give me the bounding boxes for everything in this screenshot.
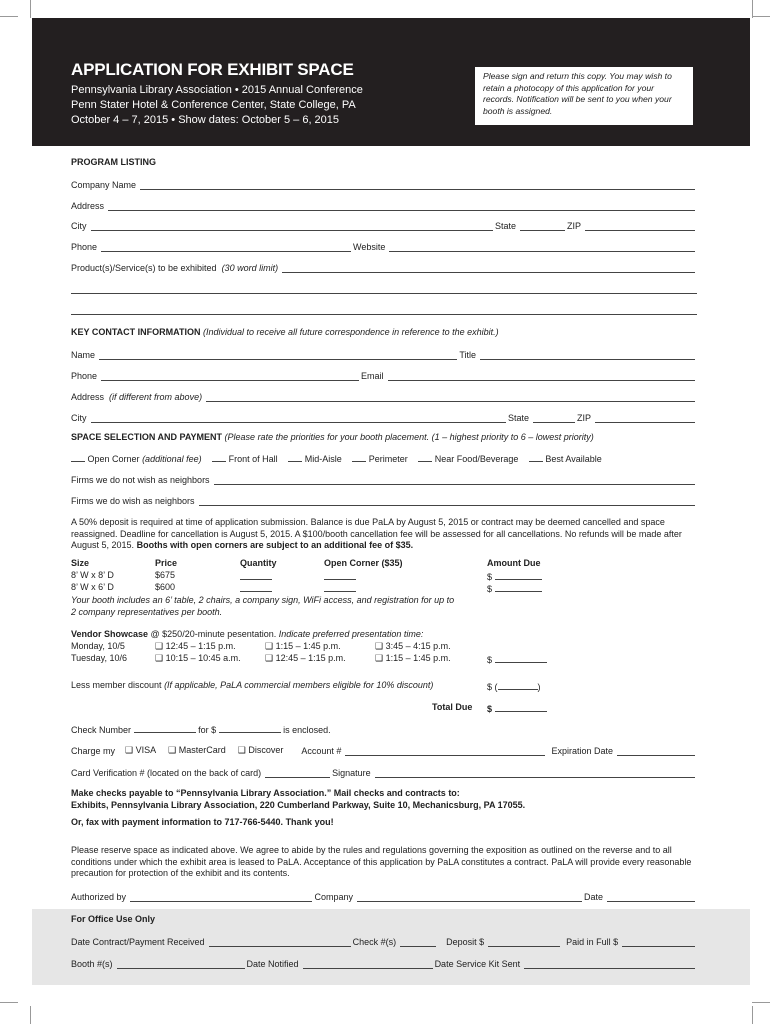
- office-check-label: Check #(s): [352, 937, 397, 947]
- checkbox-icon[interactable]: ❑: [155, 641, 164, 651]
- slot-label: 1:15 – 1:45 p.m.: [385, 653, 451, 663]
- day-tuesday: Tuesday, 10/6: [71, 653, 128, 663]
- option-front: Front of Hall: [228, 454, 278, 464]
- office-booth-field[interactable]: [117, 959, 245, 969]
- checkbox-icon[interactable]: ❑: [237, 745, 246, 755]
- checkbox-icon[interactable]: ❑: [168, 745, 177, 755]
- crop-mark: [752, 16, 770, 17]
- discount-amount-field[interactable]: [498, 680, 538, 690]
- discount-open: $ (: [487, 682, 498, 692]
- slot-mon-3[interactable]: [375, 641, 451, 652]
- slot-label: 12:45 – 1:15 p.m.: [275, 653, 346, 663]
- contact-email-field[interactable]: [388, 371, 695, 381]
- amount-8x6-field[interactable]: [495, 582, 542, 592]
- phone-field[interactable]: [101, 242, 351, 252]
- cvv-field[interactable]: [265, 768, 330, 778]
- booth-includes: Your booth includes an 6’ table, 2 chairs, a company sign, WiFi access, and registration for up to 2 company representatives per booth.: [71, 595, 455, 617]
- contact-city-label: City: [71, 413, 87, 423]
- day-monday: Monday, 10/5: [71, 641, 125, 651]
- zip-label: ZIP: [566, 221, 581, 231]
- contact-title-field[interactable]: [480, 350, 695, 360]
- contact-city-field[interactable]: [91, 413, 506, 423]
- option-best: Best Available: [545, 454, 602, 464]
- checkbox-icon[interactable]: ❑: [265, 653, 274, 663]
- mastercard-option[interactable]: [158, 745, 228, 756]
- mail-line-3: Or, fax with payment information to 717-766-5440. Thank you!: [71, 817, 334, 827]
- authorized-label: Authorized by: [71, 892, 127, 902]
- amount-8x8: [487, 570, 542, 582]
- form-title: APPLICATION FOR EXHIBIT SPACE: [71, 60, 354, 79]
- city-field[interactable]: [91, 221, 493, 231]
- check-row: [71, 723, 331, 735]
- priority-best-field[interactable]: [529, 452, 543, 462]
- website-label: Website: [353, 242, 386, 252]
- state-label: State: [494, 221, 516, 231]
- contact-state-label: State: [507, 413, 529, 423]
- agreement-text: Please reserve space as indicated above. We agree to abide by the rules and regulations governing the exposition as outlined on the reverse and to all conditions under which the exhibit area is leased to PaLA. Acceptance of this application by PaLA constitutes a contract. PaLA will provide every reasonable precaution for protection of the exhibit and its contents.: [71, 845, 692, 878]
- contact-title-label: Title: [459, 350, 476, 360]
- contact-heading-row: [71, 327, 499, 337]
- priority-front-field[interactable]: [212, 452, 226, 462]
- office-deposit-label: Deposit $: [446, 937, 485, 947]
- deposit-bold: Booths with open corners are subject to an additional fee of $35.: [136, 540, 414, 550]
- priority-mid-field[interactable]: [288, 452, 302, 462]
- crop-mark: [752, 1002, 770, 1003]
- signature-field[interactable]: [375, 768, 695, 778]
- option-open-corner: Open Corner: [87, 454, 140, 464]
- auth-company-label: Company: [314, 892, 353, 902]
- slot-mon-2[interactable]: [265, 641, 341, 652]
- products-label: Product(s)/Service(s) to be exhibited: [71, 263, 217, 273]
- checkbox-icon[interactable]: ❑: [265, 641, 274, 651]
- deposit-paragraph: [71, 517, 699, 552]
- showcase-price: @ $250/20-minute pesentation.: [148, 629, 277, 639]
- auth-date-field[interactable]: [607, 892, 695, 902]
- visa-option[interactable]: [117, 745, 158, 756]
- office-notified-field[interactable]: [303, 959, 433, 969]
- total-label: Total Due: [432, 702, 473, 712]
- discount-amount: [487, 680, 541, 692]
- space-heading-row: [71, 432, 594, 442]
- state-field[interactable]: [520, 221, 565, 231]
- company-field[interactable]: [140, 180, 695, 190]
- address-label: Address: [71, 201, 105, 211]
- check-number-field[interactable]: [134, 723, 196, 733]
- showcase-note: Indicate preferred presentation time:: [278, 629, 424, 639]
- cvv-label: Card Verification # (located on the back of card): [71, 768, 262, 778]
- crop-mark: [0, 16, 18, 17]
- neighbors-label: Firms we do wish as neighbors: [71, 496, 195, 506]
- office-notified-label: Date Notified: [246, 959, 299, 969]
- crop-mark: [0, 1002, 18, 1003]
- option-mid: Mid-Aisle: [304, 454, 342, 464]
- showcase-label: Vendor Showcase: [71, 629, 149, 639]
- phone-label: Phone: [71, 242, 98, 252]
- contact-heading: KEY CONTACT INFORMATION: [71, 327, 201, 337]
- crop-mark: [30, 0, 31, 18]
- office-paid-field[interactable]: [622, 937, 695, 947]
- discount-close: ): [537, 682, 541, 692]
- priority-options: [71, 452, 602, 464]
- program-heading: PROGRAM LISTING: [71, 157, 156, 167]
- auth-date-label: Date: [583, 892, 603, 902]
- size-8x6: 8’ W x 6’ D: [71, 582, 114, 592]
- office-heading: For Office Use Only: [71, 914, 156, 924]
- priority-perimeter-field[interactable]: [352, 452, 366, 462]
- return-note: Please sign and return this copy. You may wish to retain a photocopy of this application for your records. Notification will be sent to you when your booth is assigned.: [474, 66, 694, 126]
- check-enclosed-label: is enclosed.: [283, 725, 331, 735]
- slot-mon-1[interactable]: [155, 641, 236, 652]
- office-booth-label: Booth #(s): [71, 959, 113, 969]
- products-field-line[interactable]: [71, 305, 697, 315]
- checkbox-icon[interactable]: ❑: [375, 641, 384, 651]
- mastercard-label: MasterCard: [178, 745, 226, 755]
- slot-label: 3:45 – 4:15 p.m.: [385, 641, 451, 651]
- slot-tue-2[interactable]: [265, 653, 346, 664]
- slot-label: 10:15 – 10:45 a.m.: [165, 653, 241, 663]
- not-neighbors-label: Firms we do not wish as neighbors: [71, 475, 210, 485]
- dollar-sign: $: [487, 704, 493, 714]
- total-amount: [487, 702, 547, 714]
- charge-label: Charge my: [71, 746, 116, 756]
- products-field-line[interactable]: [71, 284, 697, 294]
- check-amount-field[interactable]: [219, 723, 281, 733]
- priority-food-field[interactable]: [418, 452, 432, 462]
- contact-name-label: Name: [71, 350, 96, 360]
- signature-label: Signature: [332, 768, 371, 778]
- zip-field[interactable]: [585, 221, 695, 231]
- size-8x8: 8’ W x 8’ D: [71, 570, 114, 580]
- discover-label: Discover: [248, 745, 284, 755]
- dollar-sign: $: [487, 584, 493, 594]
- city-label: City: [71, 221, 87, 231]
- space-heading-note: (Please rate the priorities for your booth placement. (1 – highest priority to 6 – lowest priority): [224, 432, 594, 442]
- price-8x8: $675: [155, 570, 176, 580]
- discount-label: Less member discount: [71, 680, 162, 690]
- office-paid-label: Paid in Full $: [566, 937, 619, 947]
- dates-line: October 4 – 7, 2015 • Show dates: October 5 – 6, 2015: [71, 114, 340, 126]
- check-for-label: for $: [198, 725, 217, 735]
- visa-label: VISA: [135, 745, 157, 755]
- contact-name-field[interactable]: [99, 350, 457, 360]
- discover-option[interactable]: [228, 745, 286, 756]
- contact-address-field[interactable]: [206, 392, 695, 402]
- space-heading: SPACE SELECTION AND PAYMENT: [71, 432, 223, 442]
- amount-8x6: [487, 582, 542, 594]
- qty-8x8-field[interactable]: [240, 570, 272, 580]
- corner-8x6-field[interactable]: [324, 582, 356, 592]
- slot-label: 12:45 – 1:15 p.m.: [165, 641, 236, 651]
- option-food: Near Food/Beverage: [434, 454, 519, 464]
- office-deposit-field[interactable]: [488, 937, 560, 947]
- deposit-text: A 50% deposit is required at time of application submission. Balance is due PaLA by August 5, 2015 or contract may be deemed cancelled and space reassigned. Deadline for cancellation is August 5, 2015. A $100/booth cancellation fee will be assessed for all cancellations. No refunds will be made after August 5, 2015.: [71, 517, 682, 550]
- checkbox-icon[interactable]: ❑: [375, 653, 384, 663]
- slot-tue-1[interactable]: [155, 653, 241, 664]
- contact-heading-note: (Individual to receive all future correspondence in reference to the exhibit.): [203, 327, 499, 337]
- col-amount: Amount Due: [487, 558, 541, 568]
- amount-8x8-field[interactable]: [495, 570, 542, 580]
- showcase-amount-field[interactable]: [495, 653, 547, 663]
- col-size: Size: [71, 558, 90, 568]
- company-label: Company Name: [71, 180, 137, 190]
- price-8x6: $600: [155, 582, 176, 592]
- auth-company-field[interactable]: [357, 892, 582, 902]
- contact-zip-field[interactable]: [595, 413, 695, 423]
- website-field[interactable]: [389, 242, 695, 252]
- account-field[interactable]: [345, 746, 545, 756]
- slot-label: 1:15 – 1:45 p.m.: [275, 641, 341, 651]
- showcase-amount: [487, 653, 547, 665]
- account-label: Account #: [301, 746, 342, 756]
- slot-tue-3[interactable]: [375, 653, 451, 664]
- products-note: (30 word limit): [221, 263, 279, 273]
- checkbox-icon[interactable]: ❑: [125, 745, 134, 755]
- checkbox-icon[interactable]: ❑: [155, 653, 164, 663]
- discount-row: [71, 680, 433, 690]
- crop-mark: [30, 1006, 31, 1024]
- discount-note: (If applicable, PaLA commercial members eligible for 10% discount): [164, 680, 434, 690]
- expiration-label: Expiration Date: [551, 746, 613, 756]
- mail-line-1: Make checks payable to “Pennsylvania Library Association.” Mail checks and contracts to:: [71, 788, 460, 798]
- conference-line: Pennsylvania Library Association • 2015 Annual Conference: [71, 84, 363, 96]
- crop-mark: [752, 1006, 753, 1024]
- corner-8x8-field[interactable]: [324, 570, 356, 580]
- col-quantity: Quantity: [240, 558, 277, 568]
- neighbors-field[interactable]: [199, 496, 695, 506]
- not-neighbors-field[interactable]: [214, 475, 695, 485]
- contact-state-field[interactable]: [533, 413, 575, 423]
- mail-line-2: Exhibits, Pennsylvania Library Association, 220 Cumberland Parkway, Suite 10, Mechanicsburg, PA 17055.: [71, 800, 526, 810]
- address-field[interactable]: [108, 201, 695, 211]
- contact-phone-label: Phone: [71, 371, 98, 381]
- option-perimeter: Perimeter: [368, 454, 408, 464]
- expiration-field[interactable]: [617, 746, 695, 756]
- office-date-contract-label: Date Contract/Payment Received: [71, 937, 205, 947]
- check-number-label: Check Number: [71, 725, 132, 735]
- contact-address-label: Address: [71, 392, 105, 402]
- showcase-row: [71, 629, 423, 639]
- col-corner: Open Corner ($35): [324, 558, 403, 568]
- contact-phone-field[interactable]: [101, 371, 359, 381]
- dollar-sign: $: [487, 655, 493, 665]
- contact-address-note: (if different from above): [109, 392, 203, 402]
- contact-zip-label: ZIP: [576, 413, 591, 423]
- office-check-field[interactable]: [400, 937, 436, 947]
- priority-open-corner-field[interactable]: [71, 452, 85, 462]
- products-field[interactable]: [282, 263, 695, 273]
- authorized-field[interactable]: [130, 892, 312, 902]
- dollar-sign: $: [487, 572, 493, 582]
- office-kit-label: Date Service Kit Sent: [434, 959, 521, 969]
- office-kit-field[interactable]: [524, 959, 695, 969]
- col-price: Price: [155, 558, 178, 568]
- contact-email-label: Email: [361, 371, 384, 381]
- option-open-corner-note: (additional fee): [142, 454, 202, 464]
- office-date-contract-field[interactable]: [209, 937, 351, 947]
- venue-line: Penn Stater Hotel & Conference Center, State College, PA: [71, 99, 356, 111]
- qty-8x6-field[interactable]: [240, 582, 272, 592]
- total-amount-field[interactable]: [495, 702, 547, 712]
